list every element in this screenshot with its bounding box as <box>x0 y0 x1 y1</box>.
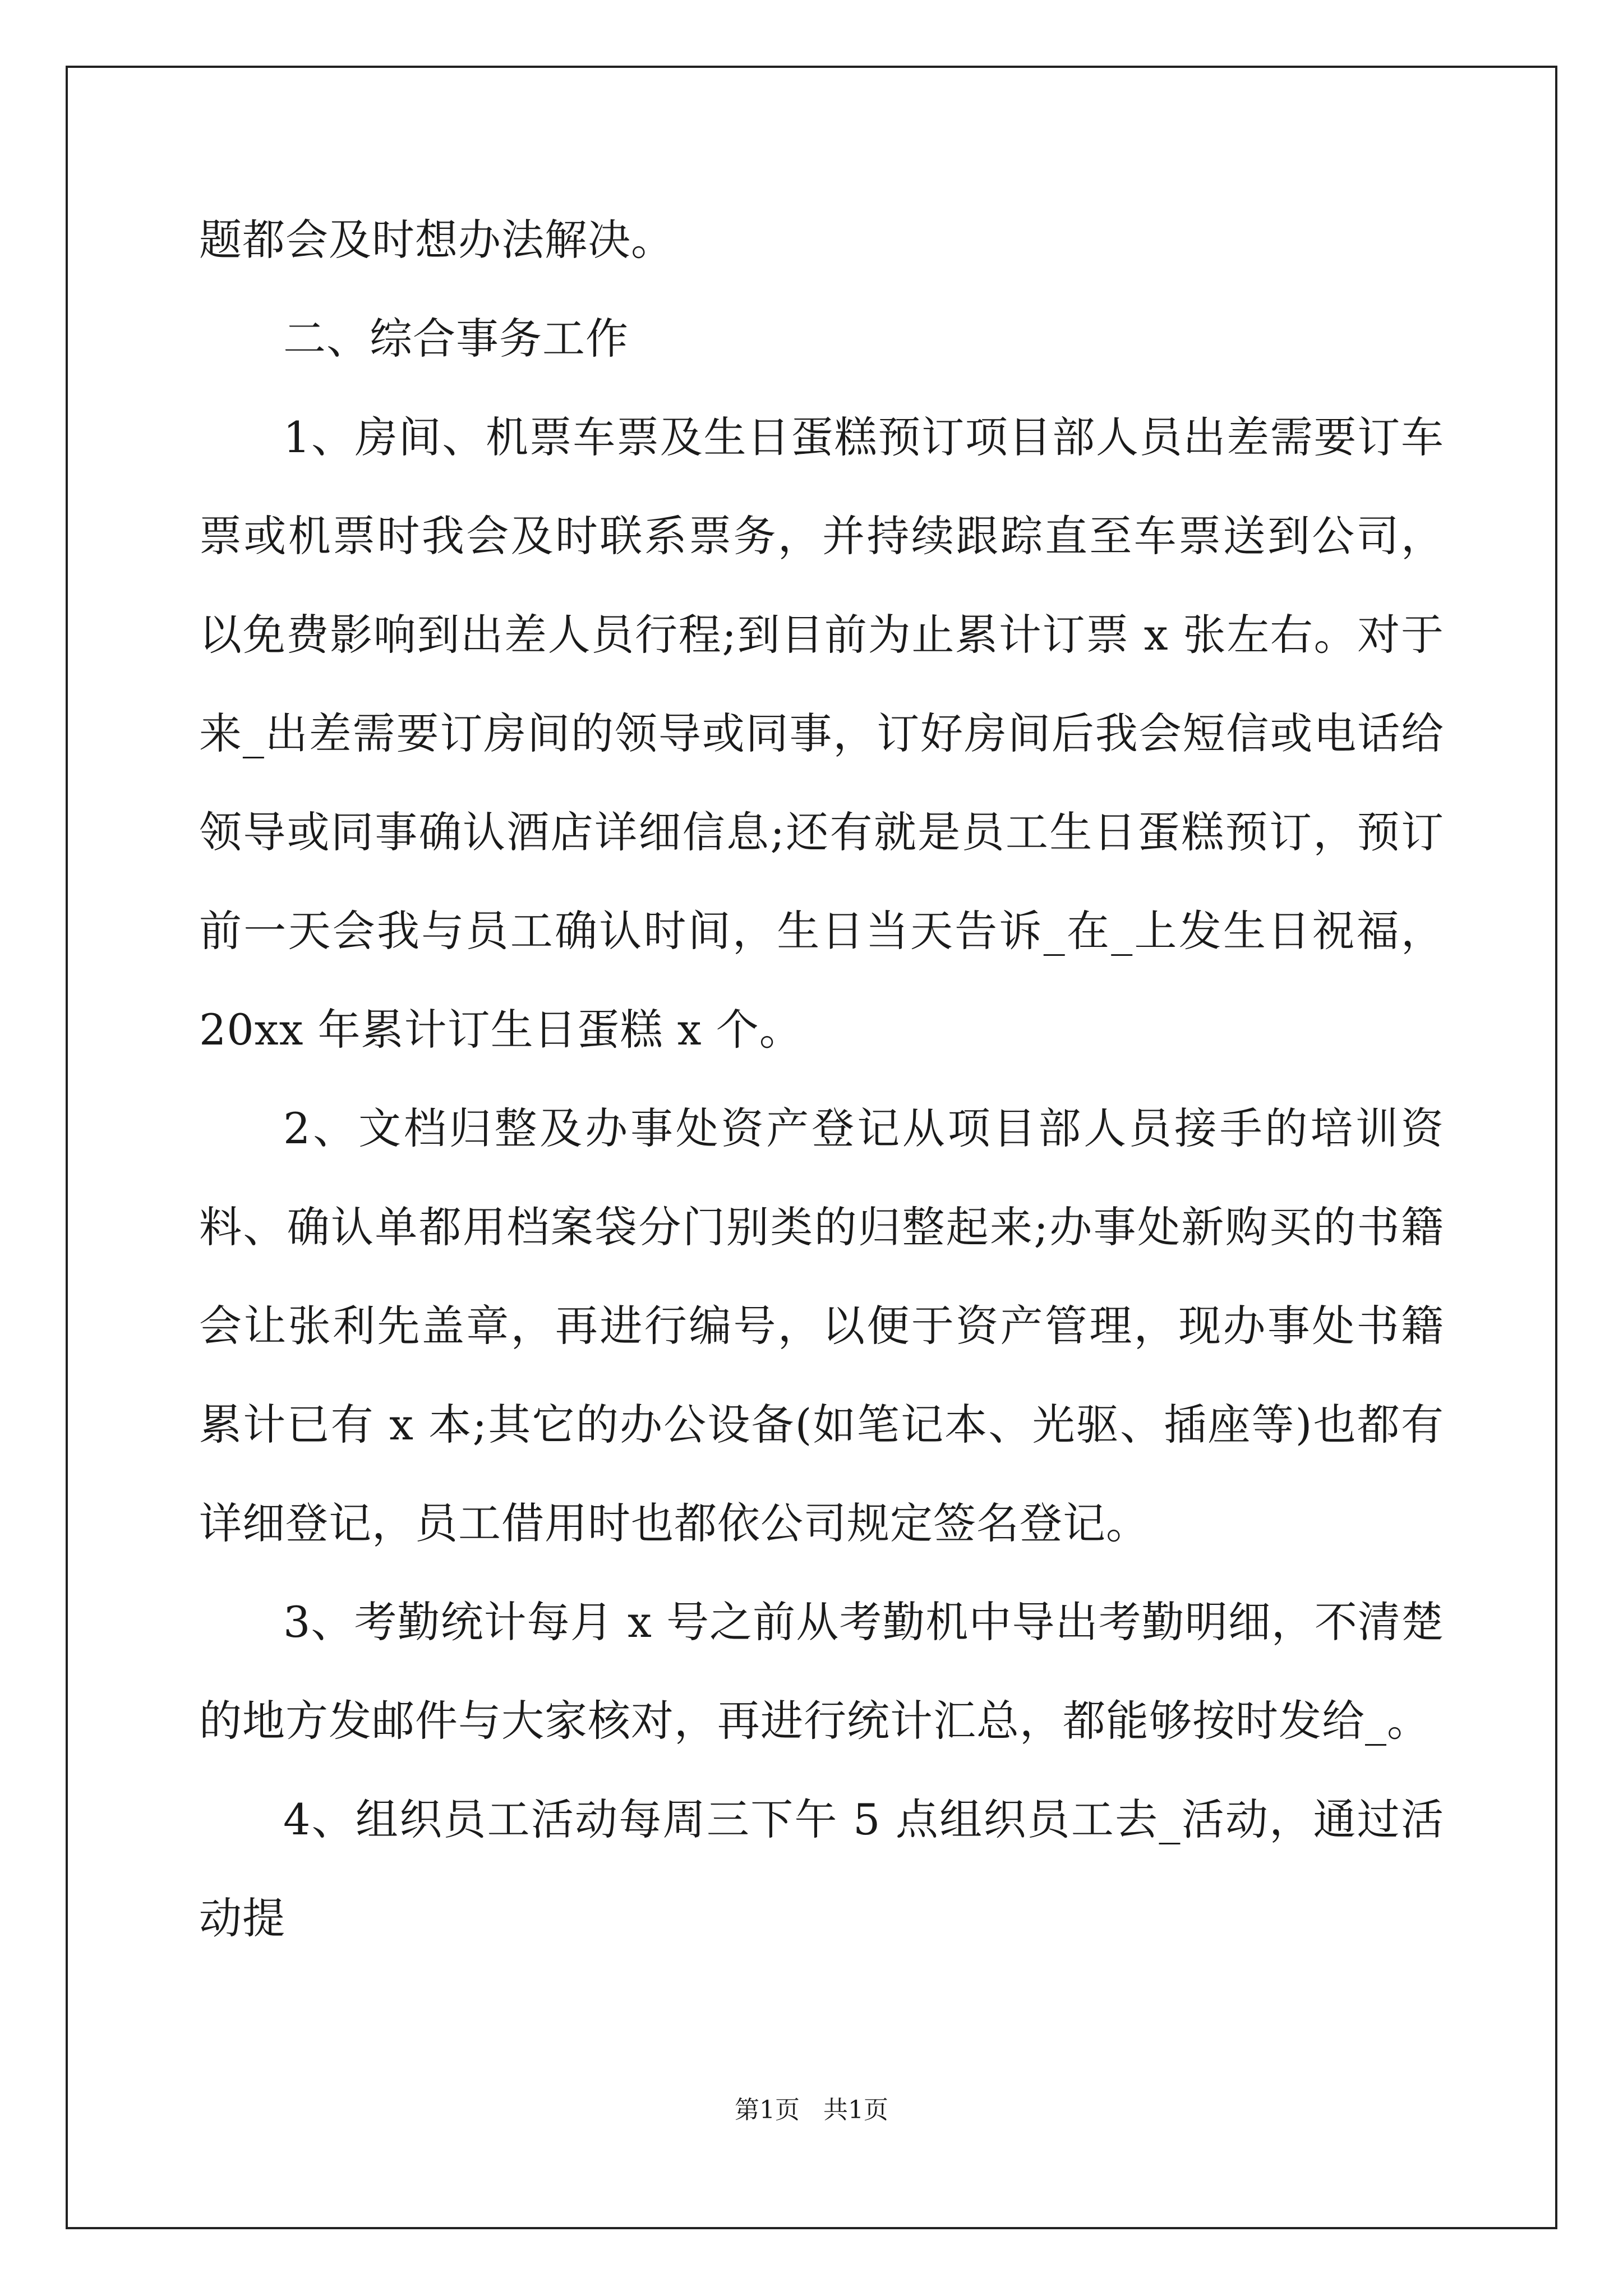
paragraph-item-4: 4、组织员工活动每周三下午 5 点组织员工去_活动，通过活动提 <box>199 1795 1444 1943</box>
paragraph-item-1: 1、房间、机票车票及生日蛋糕预订项目部人员出差需要订车票或机票时我会及时联系票务，并持续跟踪直至车票送到公司，以免费影响到出差人员行程;到目前为止累计订票 x 张左右。对于来_出差需要订房间的领导或同事，订好房间后我会短信或电话给领导或同事确认酒店详细信息;还有就是员工生日蛋糕预订，预订前一天会我与员工确认时间，生日当天告诉_在_上发生日祝福，20xx 年累计订生日蛋糕 x 个。 <box>199 412 1444 1055</box>
page-footer <box>0 2090 1623 2125</box>
paragraph-item-2: 2、文档归整及办事处资产登记从项目部人员接手的培训资料、确认单都用档案袋分门别类的归整起来;办事处新购买的书籍会让张利先盖章，再进行编号，以便于资产管理，现办事处书籍累计已有 x 本;其它的办公设备(如笔记本、光驱、插座等)也都有详细登记，员工借用时也都依公司规定签名登记。 <box>199 1103 1444 1548</box>
paragraph-item-3: 3、考勤统计每月 x 号之前从考勤机中导出考勤明细，不清楚的地方发邮件与大家核对，再进行统计汇总，都能够按时发给_。 <box>199 1597 1444 1746</box>
paragraph-continuation: 题都会及时想办法解决。 <box>199 215 674 265</box>
page-number: 第1页 <box>735 2096 800 2124</box>
document-body <box>199 191 1444 1968</box>
page-total: 共1页 <box>823 2096 888 2124</box>
section-heading: 二、综合事务工作 <box>283 314 629 364</box>
